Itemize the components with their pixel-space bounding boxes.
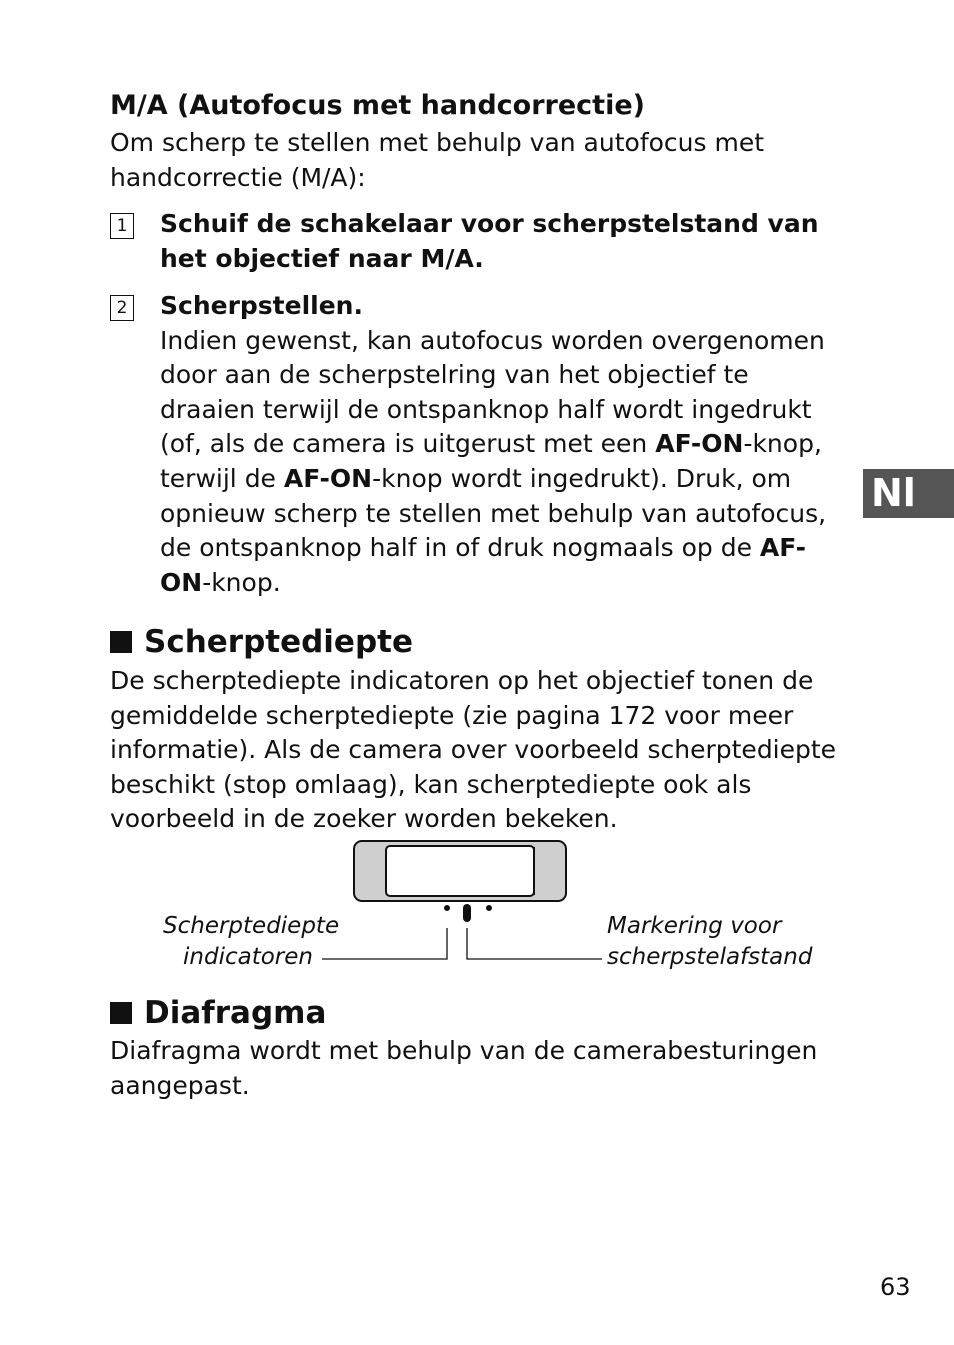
dof-mark-right-dot [486,905,492,911]
step-1-title: Schuif de schakelaar voor scherpstelstand van het objectief naar M/A. [160,209,819,273]
step-2-body: Indien gewenst, kan autofocus worden overgenomen door aan de scherpstelring van het objectief te draaien terwijl de ontspanknop half wordt ingedrukt (of, als de camera is uitgerust met een AF-ON-knop, terwijl de AF-ON-knop wordt ingedrukt). Druk, om opnieuw scherp te stellen met behulp van autofocus, de ontspanknop half in of druk nogmaals op de AF-ON-knop. [160,325,827,597]
focus-distance-mark [463,904,471,922]
square-bullet-icon [110,1002,132,1024]
caption-focus-mark-line2: scherpstelafstand [607,944,813,970]
step-2-content [160,289,850,600]
caption-dof-line2: indicatoren [183,944,313,970]
square-bullet-icon [110,631,132,653]
diafragma-paragraph: Diafragma wordt met behulp van de camerabesturingen aangepast. [110,1036,818,1100]
step-2-title: Scherpstellen. [160,291,363,320]
leader-line-left [322,928,447,959]
page-number: 63 [880,1273,911,1301]
scherptediepte-paragraph: De scherptediepte indicatoren op het objectief tonen de gemiddelde scherptediepte (zie pagina 172 voor meer informatie). Als de camera over voorbeeld scherptediepte beschikt (stop omlaag), kan scherptediepte ook als voorbeeld in de zoeker worden bekeken. [110,666,837,834]
section-title-scherptediepte: Scherptediepte [110,622,413,662]
language-tab: Nl [863,469,954,518]
leader-line-right [467,928,602,959]
intro-paragraph: Om scherp te stellen met behulp van autofocus met handcorrectie (M/A): [110,128,765,192]
step-number-1: 1 [110,213,134,239]
section-title-diafragma: Diafragma [110,993,326,1033]
subheading-ma: M/A (Autofocus met handcorrectie) [110,90,645,121]
window-clip [534,847,542,895]
caption-dof-line1: Scherptediepte [163,913,340,939]
step-number-2: 2 [110,295,134,321]
dof-mark-left-dot [444,905,450,911]
step-1 [110,207,850,277]
step-2 [110,289,850,609]
caption-focus-mark-line1: Markering voor [607,913,782,939]
distance-window [386,846,534,896]
